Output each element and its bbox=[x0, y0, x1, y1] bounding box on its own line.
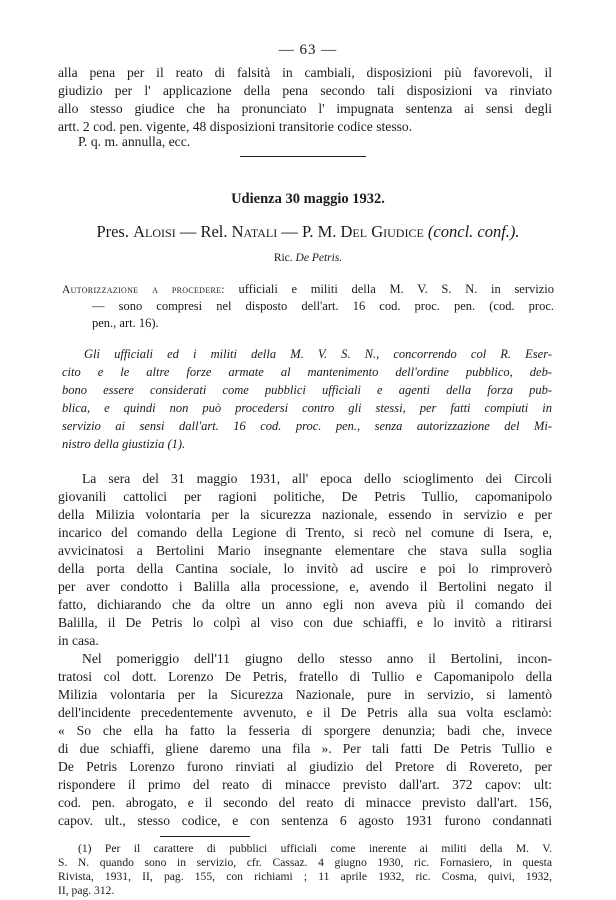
footnote-rule bbox=[160, 836, 250, 837]
prosecutor-conclusion: (concl. conf.). bbox=[427, 222, 520, 241]
body-line: Milizia volontaria per la Sicurezza Nazionale, pure in servizio, si lamentò bbox=[58, 687, 552, 702]
body-line: di due schiaffi, gliene daremo una fila ». Per tali fatti De Petris Tullio e bbox=[58, 741, 552, 756]
body-line: dell'incidente precedentemente avvenuto, e il De Petris alla sua volta esclamò: bbox=[58, 705, 552, 720]
maxim-line: Gli ufficiali ed i militi della M. V. S. N., concorrendo col R. Eser- bbox=[84, 347, 552, 361]
body-line: tratosi col dott. Lorenzo De Petris, fratello di Tullio e Capomanipolo della bbox=[58, 669, 552, 684]
hearing-heading: Udienza 30 maggio 1932. bbox=[231, 191, 385, 207]
section-separator bbox=[240, 156, 366, 157]
body-line: della Milizia volontaria per la sicurezza nazionale, essendo in servizio e per bbox=[58, 507, 552, 522]
footnote-line: (1) Per il carattere di pubblici ufficiali come inerente ai militi della M. V. bbox=[78, 842, 552, 855]
body-line: cod. pen. abrogato, e il secondo del reato di minacce previsto dall'art. 156, bbox=[58, 795, 552, 810]
body-line: « So che ella ha fatto la fesseria di sporgere denunzia; badi che, invece bbox=[58, 723, 552, 738]
body-line: Nel pomeriggio dell'11 giugno dello stesso anno il Bertolini, incon- bbox=[82, 651, 552, 666]
summary-line bbox=[62, 281, 554, 299]
ric-name: De Petris. bbox=[295, 252, 343, 264]
body-line: rispondere il primo del reato di minacce previsto dall'art. 372 capov: ult: bbox=[58, 777, 552, 792]
body-line: in casa. bbox=[58, 633, 99, 648]
appellant bbox=[0, 252, 616, 264]
body-line: capov. ult., stesso codice, e con sentenza 6 agosto 1931 furono condannati bbox=[58, 813, 552, 828]
footnote-line: S. N. quando sono in servizio, cfr. Cassaz. 4 giugno 1930, ric. Fornasiero, in questa bbox=[58, 856, 552, 869]
body-line: Balilla, il De Petris lo colpì al viso con due schiaffi, e lo invitò a ritirarsi bbox=[58, 615, 552, 630]
body-line: fatto, dichiarando che da oltre un anno egli non aveva più il comando dei bbox=[58, 597, 552, 612]
maxim-line: servizio ai sensi dall'art. 16 cod. proc. pen., senza autorizzazione del Mi- bbox=[62, 419, 552, 433]
maxim-line: nistro della giustizia (1). bbox=[62, 437, 186, 451]
court-composition bbox=[0, 222, 616, 242]
summary-text: ufficiali e militi della M. V. S. N. in servizio bbox=[224, 282, 555, 296]
president-name: Aloisi bbox=[133, 222, 176, 241]
body-line: De Petris Lorenzo furono rinviati al giudizio del Pretore di Rovereto, per bbox=[58, 759, 552, 774]
prosecutor-name: Del Giudice bbox=[340, 222, 424, 241]
text-line: artt. 2 cod. pen. vigente, 48 disposizioni transitorie codice stesso. bbox=[58, 119, 413, 134]
text-line: allo stesso giudice che ha pronunciato l' impugnata sentenza ai sensi degli bbox=[58, 101, 552, 116]
text-line: alla pena per il reato di falsità in cambiali, disposizioni più favorevoli, il bbox=[58, 65, 552, 80]
ric-label: Ric. bbox=[273, 252, 293, 264]
summary-line: pen., art. 16). bbox=[92, 316, 159, 330]
text-line: giudizio per l' applicazione della pena secondo tali disposizioni va rinviato bbox=[58, 83, 552, 98]
body-line: della porta della Cantina sociale, lo invitò ad uscire e poi lo rimproverò bbox=[58, 561, 552, 576]
maxim-line: blica, e quindi non può procedersi contro gli stessi, per fatti compiuti in bbox=[62, 401, 552, 415]
pres-label: Pres. bbox=[96, 222, 129, 241]
summary-line: — sono compresi nel disposto dell'art. 16 cod. proc. pen. (cod. proc. bbox=[92, 299, 554, 313]
maxim-line: cito e le altre forze armate al mantenimento dell'ordine pubblico, deb- bbox=[62, 365, 552, 379]
pm-label: — P. M. bbox=[281, 222, 337, 241]
body-line: La sera del 31 maggio 1931, all' epoca dello scioglimento dei Circoli bbox=[82, 471, 552, 486]
body-line: giovanili cattolici per ragioni politiche, De Petris Tullio, capomanipolo bbox=[58, 489, 552, 504]
summary-keyword: Autorizzazione a procedere: bbox=[62, 284, 225, 296]
footnote-line: II, pag. 312. bbox=[58, 884, 115, 897]
closing-formula: P. q. m. annulla, ecc. bbox=[78, 134, 191, 149]
body-line: incarico del comando della Legione di Trento, si recò nel comune di Isera, e, bbox=[58, 525, 552, 540]
page-number: — 63 — bbox=[278, 42, 338, 58]
body-line: per aver condotto i Balilla alla processione, e, avendo il Bertolini negato il bbox=[58, 579, 552, 594]
body-line: avvicinatosi a Bertolini Mario insegnante elementare che stava sulla soglia bbox=[58, 543, 552, 558]
maxim-line: bono essere considerati come pubblici ufficiali e agenti della forza pub- bbox=[62, 383, 552, 397]
footnote-line: Rivista, 1931, II, pag. 155, con richiami ; 11 aprile 1932, ric. Cosma, quivi, 1932, bbox=[58, 870, 552, 883]
rapporteur-name: Natali bbox=[231, 222, 278, 241]
rel-label: — Rel. bbox=[179, 222, 228, 241]
